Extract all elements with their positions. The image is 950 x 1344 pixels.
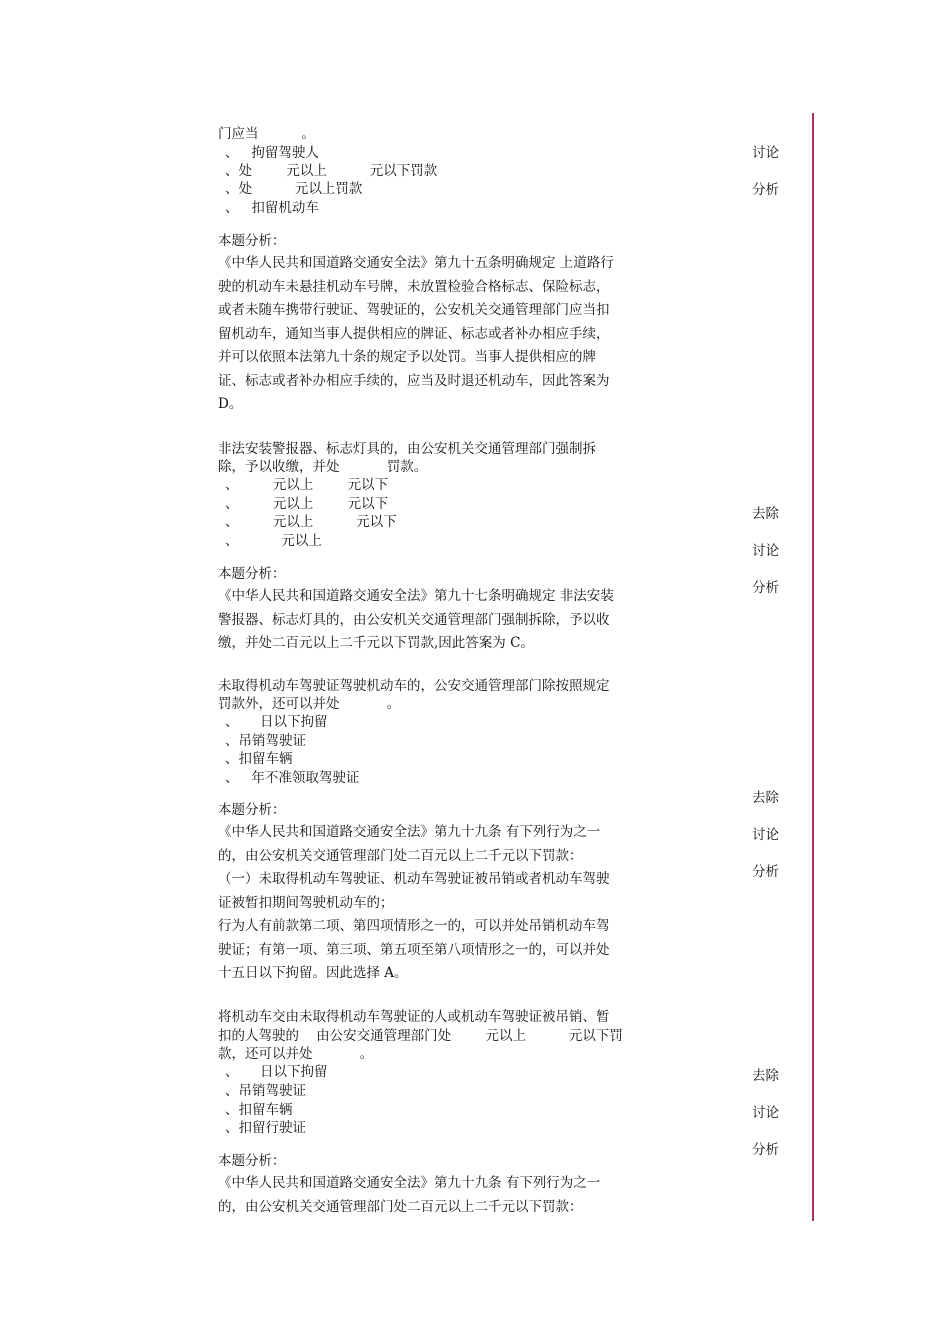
q3-option-c: 、扣留车辆 [225, 751, 293, 767]
analysis-line: 留机动车，通知当事人提供相应的牌证、标志或者补办相应手续， [218, 325, 610, 342]
q4-option-a: 、 日以下拘留 [225, 1064, 328, 1080]
q3-discuss-link[interactable]: 讨论 [752, 827, 779, 843]
q2-stem-line1: 非法安装警报器、标志灯具的，由公安机关交通管理部门强制拆 [218, 441, 596, 457]
q1-analysis [218, 252, 643, 417]
q2-analysis [218, 585, 643, 656]
q4-remove-link[interactable]: 去除 [752, 1068, 779, 1084]
q3-option-d: 、 年不准领取驾驶证 [225, 770, 360, 786]
analysis-line: 《中华人民共和国道路交通安全法》第九十九条 有下列行为之一 [218, 1175, 601, 1191]
analysis-line: 或者未随车携带行驶证、驾驶证的，公安机关交通管理部门应当扣 [218, 302, 610, 318]
q2-stem-line2: 除，予以收缴，并处 罚款。 [218, 459, 428, 475]
q2-option-d: 、 元以上 [225, 533, 322, 549]
q3-stem-line2: 罚款外，还可以并处 。 [218, 696, 401, 712]
analysis-line: D。 [218, 396, 243, 412]
analysis-line: 警报器、标志灯具的，由公安机关交通管理部门强制拆除，予以收 [218, 611, 610, 628]
q3-analysis [218, 821, 643, 986]
q1-stem-tail: 门应当 。 [218, 126, 315, 142]
q4-stem-line1: 将机动车交由未取得机动车驾驶证的人或机动车驾驶证被吊销、暂 [218, 1009, 610, 1025]
q1-option-b: 、处 元以上 元以下罚款 [225, 163, 438, 179]
analysis-line: 《中华人民共和国道路交通安全法》第九十七条明确规定 非法安装 [218, 588, 614, 604]
q1-discuss-link[interactable]: 讨论 [752, 145, 779, 161]
q4-analysis-link[interactable]: 分析 [752, 1142, 779, 1158]
q3-option-a: 、 日以下拘留 [225, 714, 328, 730]
q1-option-a: 、 拘留驾驶人 [225, 145, 319, 161]
analysis-line: 证被暂扣期间驾驶机动车的； [218, 894, 394, 911]
q1-option-d: 、 扣留机动车 [225, 200, 319, 216]
q4-analysis [218, 1172, 643, 1219]
q3-remove-link[interactable]: 去除 [752, 790, 779, 806]
q4-discuss-link[interactable]: 讨论 [752, 1105, 779, 1121]
analysis-line: 《中华人民共和国道路交通安全法》第九十五条明确规定 上道路行 [218, 255, 614, 271]
q2-analysis-link[interactable]: 分析 [752, 580, 779, 596]
q4-option-b: 、吊销驾驶证 [225, 1083, 306, 1099]
analysis-line: 十五日以下拘留。因此选择 A。 [218, 965, 408, 981]
q3-analysis-title: 本题分析： [218, 802, 286, 818]
q2-discuss-link[interactable]: 讨论 [752, 543, 779, 559]
q3-analysis-link[interactable]: 分析 [752, 864, 779, 880]
analysis-line: （一）未取得机动车驾驶证、机动车驾驶证被吊销或者机动车驾驶 [218, 871, 610, 887]
analysis-line: 缴，并处二百元以上二千元以下罚款,因此答案为 C。 [218, 635, 534, 651]
q2-option-b: 、 元以上 元以下 [225, 496, 389, 512]
analysis-line: 行为人有前款第二项、第四项情形之一的，可以并处吊销机动车驾 [218, 918, 610, 934]
q1-analysis-link[interactable]: 分析 [752, 182, 779, 198]
q4-stem-line3: 款，还可以并处 。 [218, 1046, 374, 1062]
q3-stem-line1: 未取得机动车驾驶证驾驶机动车的，公安交通管理部门除按照规定 [218, 678, 610, 694]
q4-stem-line2: 扣的人驾驶的 由公安交通管理部门处 元以上 元以下罚 [218, 1028, 623, 1044]
q1-analysis-title: 本题分析： [218, 233, 286, 249]
analysis-line: 并可以依照本法第九十条的规定予以处罚。当事人提供相应的牌 [218, 349, 596, 365]
q2-analysis-title: 本题分析： [218, 566, 286, 582]
q4-option-c: 、扣留车辆 [225, 1102, 293, 1118]
q4-analysis-title: 本题分析： [218, 1153, 286, 1169]
analysis-line: 证、标志或者补办相应手续的，应当及时退还机动车，因此答案为 [218, 372, 610, 389]
q2-option-c: 、 元以上 元以下 [225, 514, 397, 530]
analysis-line: 《中华人民共和国道路交通安全法》第九十九条 有下列行为之一 [218, 824, 601, 840]
analysis-line: 驶的机动车未悬挂机动车号牌，未放置检验合格标志、保险标志， [218, 278, 610, 295]
q2-remove-link[interactable]: 去除 [752, 506, 779, 522]
q2-option-a: 、 元以上 元以下 [225, 477, 389, 493]
q1-option-c: 、处 元以上罚款 [225, 181, 363, 197]
q3-option-b: 、吊销驾驶证 [225, 733, 306, 749]
analysis-line: 的，由公安机关交通管理部门处二百元以上二千元以下罚款： [218, 1198, 583, 1215]
sidebar-divider [812, 113, 814, 1221]
analysis-line: 驶证；有第一项、第三项、第五项至第八项情形之一的，可以并处 [218, 941, 610, 958]
analysis-line: 的，由公安机关交通管理部门处二百元以上二千元以下罚款： [218, 847, 583, 864]
q4-option-d: 、扣留行驶证 [225, 1120, 306, 1136]
